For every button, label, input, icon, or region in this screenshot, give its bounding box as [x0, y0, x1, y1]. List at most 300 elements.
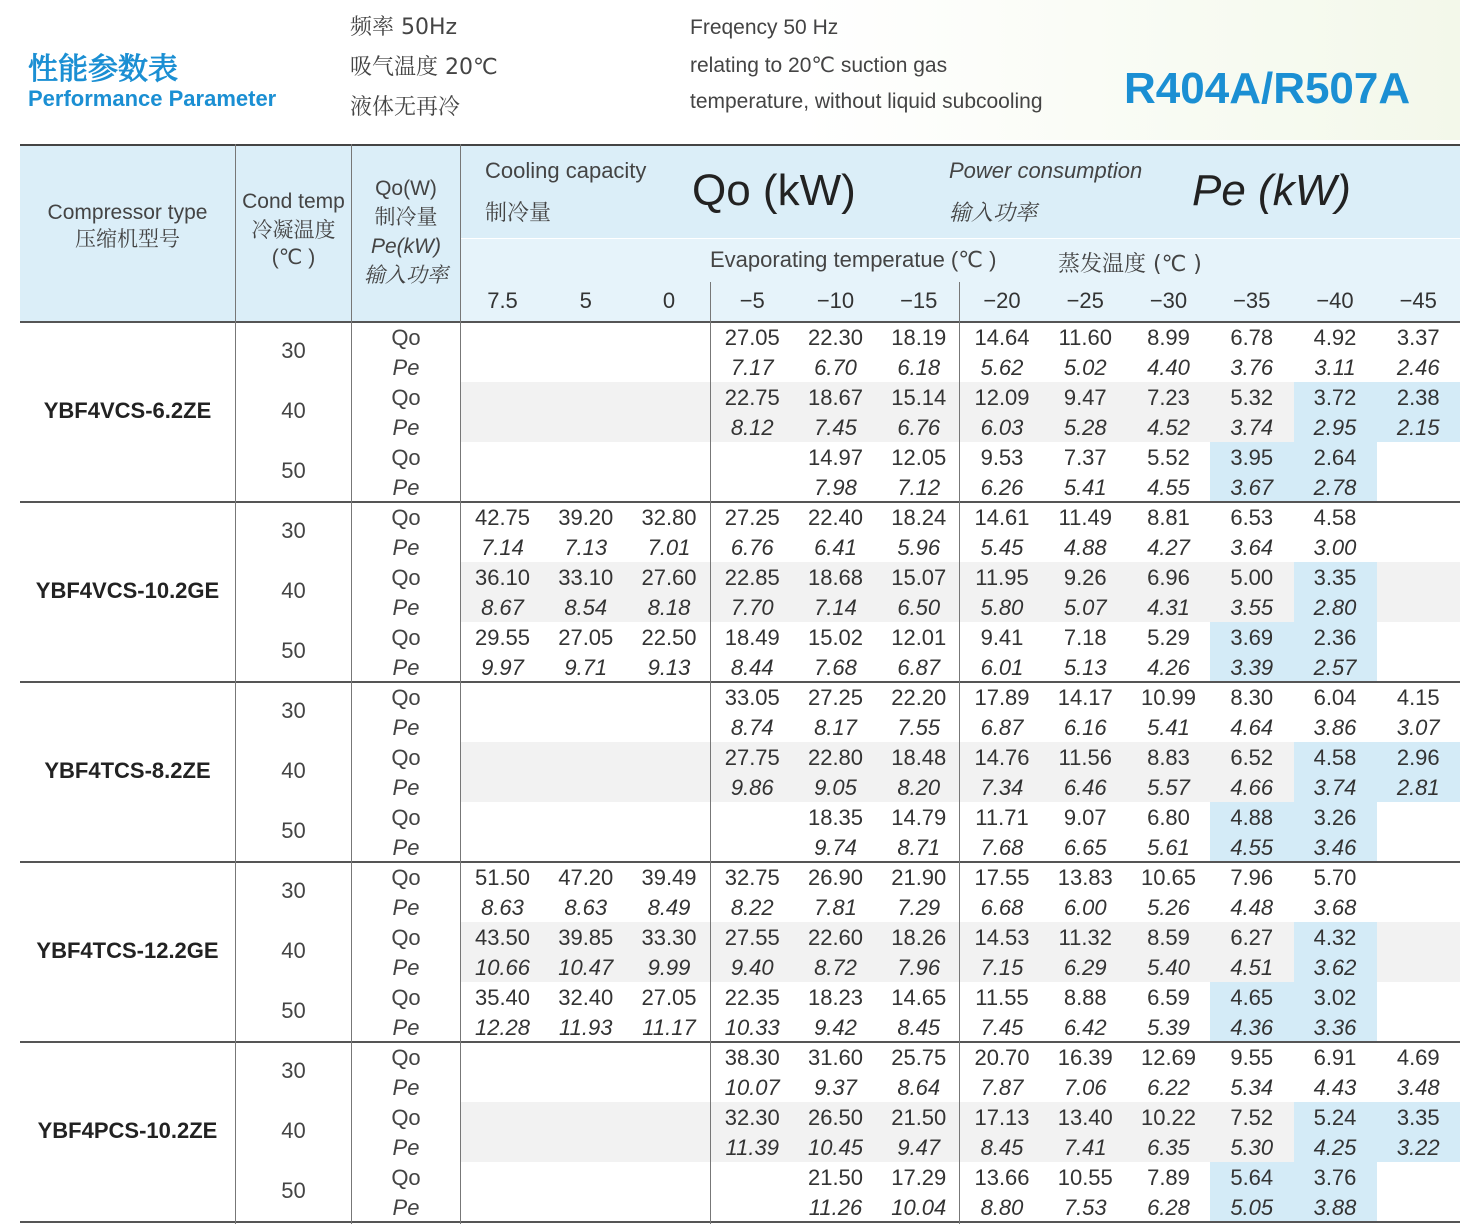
qo-value: 21.50: [891, 1105, 947, 1130]
pe-value: 9.13: [647, 655, 691, 680]
cond-temp-value: 50: [281, 638, 306, 663]
cond-temp-value: 50: [281, 818, 306, 843]
pe-value: 8.17: [814, 715, 857, 740]
qo-value: 3.35: [1396, 1105, 1440, 1130]
pe-value: 6.70: [814, 355, 857, 380]
pe-value: 9.05: [814, 775, 857, 800]
pe-value: 6.00: [1063, 895, 1107, 920]
qo-value: 36.10: [474, 565, 531, 590]
pe-value: 5.07: [1063, 595, 1107, 620]
pe-value: 5.96: [897, 535, 941, 560]
qo-value: 12.69: [1140, 1045, 1197, 1070]
pe-value: 3.07: [1396, 715, 1440, 740]
pe-value: 9.42: [814, 1015, 857, 1040]
pe-value: 10.45: [807, 1135, 864, 1160]
pe-label: Pe: [392, 595, 420, 620]
pe-value: 11.26: [808, 1195, 863, 1220]
pe-value: 3.64: [1230, 535, 1274, 560]
qo-value: 39.49: [641, 865, 697, 890]
condition-cn-subcooling: 液体无再冷: [350, 95, 461, 120]
pe-value: 7.29: [897, 895, 941, 920]
evap-temp-9: −35: [1233, 288, 1271, 313]
pe-value: 7.14: [814, 595, 857, 620]
pe-value: 10.47: [558, 955, 614, 980]
pe-value: 4.51: [1230, 955, 1274, 980]
qo-value: 6.80: [1147, 805, 1190, 830]
group-divider-2: [20, 681, 1460, 683]
cond-temp-value: 30: [281, 1058, 306, 1083]
qo-value: 6.91: [1313, 1045, 1357, 1070]
qo-label: Qo: [391, 745, 421, 770]
qo-value: 14.97: [807, 445, 864, 470]
compressor-model-name: YBF4TCS-12.2GE: [36, 938, 219, 963]
qo-value: 5.24: [1313, 1105, 1357, 1130]
condition-cn-suction: 吸气温度 20℃: [350, 55, 498, 80]
pe-value: 7.55: [897, 715, 941, 740]
pe-label: Pe: [392, 895, 420, 920]
pe-value: 6.42: [1063, 1015, 1107, 1040]
pe-value: 6.65: [1063, 835, 1107, 860]
cooling-capacity-cn: 制冷量: [485, 201, 552, 226]
pe-value: 4.25: [1313, 1135, 1357, 1160]
pe-value: 8.64: [897, 1075, 941, 1100]
qo-value: 8.88: [1063, 985, 1107, 1010]
refrigerant-label: R404A/R507A: [1124, 64, 1411, 113]
qo-label: Qo: [391, 865, 421, 890]
qo-value: 18.24: [891, 505, 947, 530]
pe-value: 6.46: [1063, 775, 1107, 800]
qo-value: 13.66: [974, 1165, 1030, 1190]
pe-value: 4.55: [1147, 475, 1190, 500]
pe-value: 6.26: [980, 475, 1024, 500]
evap-temp-2: 0: [662, 288, 676, 313]
pe-value: 7.68: [814, 655, 857, 680]
pe-value: 7.70: [730, 595, 774, 620]
qo-value: 25.75: [891, 1045, 947, 1070]
pe-value: 10.07: [724, 1075, 780, 1100]
cond-temp-value: 40: [281, 398, 306, 423]
qo-value: 17.13: [974, 1105, 1030, 1130]
qo-value: 51.50: [474, 865, 531, 890]
qo-value: 14.76: [974, 745, 1030, 770]
qo-label: Qo: [391, 445, 421, 470]
qo-value: 5.32: [1230, 385, 1274, 410]
qo-value: 6.04: [1313, 685, 1357, 710]
pe-value: 6.50: [897, 595, 941, 620]
cond-temp-value: 30: [281, 878, 306, 903]
pe-value: 5.61: [1147, 835, 1190, 860]
pe-value: 12.28: [474, 1015, 531, 1040]
qo-value: 4.58: [1313, 505, 1357, 530]
qo-value: 6.96: [1147, 565, 1190, 590]
cond-temp-cn: 冷凝温度: [251, 218, 336, 242]
pe-value: 8.54: [564, 595, 608, 620]
qo-value: 11.95: [975, 565, 1029, 590]
qo-value: 18.68: [807, 565, 864, 590]
pe-value: 3.46: [1313, 835, 1357, 860]
qo-value: 33.05: [724, 685, 780, 710]
qo-value: 3.69: [1230, 625, 1274, 650]
qo-value: 22.40: [807, 505, 864, 530]
pe-value: 8.45: [897, 1015, 941, 1040]
pe-label: Pe: [392, 1075, 420, 1100]
qo-value: 8.30: [1230, 685, 1274, 710]
qo-value: 5.52: [1147, 445, 1190, 470]
qo-value: 32.40: [558, 985, 614, 1010]
qo-value: 14.17: [1057, 685, 1113, 710]
qo-value: 4.88: [1230, 805, 1274, 830]
pe-value: 6.87: [980, 715, 1024, 740]
pe-value: 5.30: [1230, 1135, 1274, 1160]
qo-value: 6.52: [1230, 745, 1274, 770]
qo-value: 22.35: [724, 985, 780, 1010]
pe-value: 5.02: [1063, 355, 1107, 380]
pe-value: 7.87: [980, 1075, 1024, 1100]
pe-label: Pe: [392, 775, 420, 800]
qo-value: 17.55: [974, 865, 1030, 890]
pe-value: 3.62: [1313, 955, 1357, 980]
qo-value: 18.48: [891, 745, 947, 770]
qo-value: 10.22: [1140, 1105, 1197, 1130]
pe-value: 8.72: [814, 955, 857, 980]
qo-value: 2.96: [1396, 745, 1440, 770]
qo-value: 22.50: [641, 625, 697, 650]
qo-value: 4.92: [1313, 325, 1357, 350]
condition-en-suction: relating to 20℃ suction gas: [690, 54, 948, 77]
qo-label: Qo: [391, 625, 421, 650]
qo-value: 18.35: [807, 805, 864, 830]
qo-value: 27.55: [724, 925, 780, 950]
pe-value: 6.03: [980, 415, 1024, 440]
qo-unit-w: Qo(W): [375, 177, 437, 200]
qo-value: 5.29: [1147, 625, 1190, 650]
group-divider-4: [20, 1041, 1460, 1043]
pe-value: 7.13: [564, 535, 608, 560]
evap-temp-11: −45: [1399, 288, 1437, 313]
pe-value: 4.43: [1313, 1075, 1357, 1100]
pe-value: 8.22: [730, 895, 774, 920]
qo-value: 10.65: [1140, 865, 1197, 890]
compressor-type-heading: [20, 199, 235, 253]
pe-value: 4.55: [1230, 835, 1274, 860]
qo-value: 14.53: [974, 925, 1030, 950]
qo-value: 3.72: [1313, 385, 1357, 410]
qo-value: 35.40: [474, 985, 531, 1010]
qo-value: 7.96: [1230, 865, 1274, 890]
condition-en-frequency: Freqency 50 Hz: [690, 16, 839, 39]
qo-value: 27.75: [724, 745, 780, 770]
qo-value: 17.89: [974, 685, 1030, 710]
qo-value: 5.64: [1230, 1165, 1274, 1190]
qo-value: 15.02: [807, 625, 864, 650]
qo-value: 2.38: [1396, 385, 1440, 410]
pe-value: 4.64: [1230, 715, 1274, 740]
pe-value: 6.29: [1063, 955, 1107, 980]
qope-heading: [352, 174, 460, 290]
pe-value: 5.28: [1063, 415, 1107, 440]
pe-value: 6.76: [730, 535, 774, 560]
pe-value: 8.80: [980, 1195, 1024, 1220]
cond-temp-unit: (℃ ): [271, 246, 316, 269]
qo-value: 10.55: [1057, 1165, 1113, 1190]
pe-value: 9.37: [814, 1075, 857, 1100]
pe-value: 7.45: [814, 415, 857, 440]
cond-temp-en: Cond temp: [242, 190, 345, 213]
pe-value: 6.28: [1147, 1195, 1190, 1220]
qo-value: 9.47: [1063, 385, 1107, 410]
pe-value: 4.88: [1063, 535, 1107, 560]
pe-value: 4.27: [1147, 535, 1190, 560]
qo-value: 14.61: [974, 505, 1030, 530]
pe-value: 11.93: [559, 1015, 613, 1040]
qo-value: 43.50: [474, 925, 531, 950]
qo-value: 15.07: [891, 565, 947, 590]
qo-value: 2.64: [1313, 445, 1357, 470]
qo-value: 6.27: [1230, 925, 1274, 950]
pe-value: 2.81: [1396, 775, 1440, 800]
qo-value: 3.76: [1313, 1165, 1357, 1190]
qo-value: 7.89: [1147, 1165, 1190, 1190]
qo-value: 39.85: [558, 925, 614, 950]
evap-temp-7: −25: [1066, 288, 1104, 313]
cond-temp-value: 50: [281, 1178, 306, 1203]
pe-value: 5.26: [1147, 895, 1190, 920]
pe-value: 2.46: [1396, 355, 1440, 380]
qo-value: 27.25: [724, 505, 780, 530]
header-inner-divider: [461, 238, 1460, 239]
qo-value: 27.05: [558, 625, 614, 650]
pe-value: 6.18: [897, 355, 941, 380]
qo-label: Qo: [391, 805, 421, 830]
qo-value: 9.26: [1063, 565, 1107, 590]
pe-label: Pe: [392, 1015, 420, 1040]
qo-label: Qo: [391, 1165, 421, 1190]
qo-value: 22.60: [807, 925, 864, 950]
qo-value: 12.01: [891, 625, 947, 650]
qo-value: 16.39: [1057, 1045, 1113, 1070]
pe-label: Pe: [392, 1135, 420, 1160]
cooling-capacity-en: Cooling capacity: [485, 158, 647, 183]
evap-temp-10: −40: [1316, 288, 1354, 313]
pe-value: 8.12: [730, 415, 774, 440]
pe-value: 7.12: [897, 475, 941, 500]
evap-temp-6: −20: [983, 288, 1021, 313]
cond-temp-value: 30: [281, 698, 306, 723]
evap-temp-0: 7.5: [487, 288, 518, 313]
qo-value: 18.49: [724, 625, 780, 650]
pe-value: 8.18: [647, 595, 691, 620]
qo-value: 32.80: [641, 505, 697, 530]
pe-value: 3.11: [1314, 355, 1356, 380]
qo-value: 22.20: [891, 685, 947, 710]
pe-value: 9.71: [564, 655, 608, 680]
divider-model-cond: [235, 144, 236, 1224]
qo-label: Qo: [391, 1105, 421, 1130]
qo-value: 27.60: [641, 565, 697, 590]
pe-label: Pe: [392, 955, 420, 980]
evap-temp-cn: 蒸发温度 (℃ ): [1058, 252, 1202, 277]
qo-value: 27.05: [724, 325, 780, 350]
qo-value: 20.70: [974, 1045, 1030, 1070]
pe-value: 5.13: [1063, 655, 1107, 680]
pe-value: 8.45: [980, 1135, 1024, 1160]
qo-label: Qo: [391, 565, 421, 590]
qo-value: 3.95: [1230, 445, 1274, 470]
compressor-model-name: YBF4VCS-10.2GE: [35, 578, 220, 603]
qo-value: 32.75: [724, 865, 780, 890]
pe-value: 5.40: [1147, 955, 1190, 980]
pe-value: 2.95: [1313, 415, 1357, 440]
pe-value: 8.74: [730, 715, 774, 740]
pe-value: 6.68: [980, 895, 1024, 920]
pe-value: 3.74: [1313, 775, 1357, 800]
pe-value: 9.97: [481, 655, 524, 680]
pe-label: Pe: [392, 415, 420, 440]
evap-temp-8: −30: [1149, 288, 1188, 313]
power-consumption-en: Power consumption: [949, 158, 1143, 183]
qo-value: 22.80: [807, 745, 864, 770]
condition-en-subcooling: temperature, without liquid subcooling: [690, 90, 1043, 113]
qo-label: Qo: [391, 985, 421, 1010]
qo-value: 27.05: [641, 985, 697, 1010]
pe-value: 9.99: [647, 955, 691, 980]
qo-value: 11.71: [975, 805, 1029, 830]
header-bottom-border: [20, 321, 1460, 323]
qo-value: 33.10: [558, 565, 614, 590]
pe-label: Pe: [392, 355, 420, 380]
qo-value: 26.50: [807, 1105, 864, 1130]
pe-value: 6.22: [1147, 1075, 1190, 1100]
cond-temp-heading: [236, 188, 351, 272]
qo-value: 31.60: [807, 1045, 864, 1070]
table-top-border: [20, 144, 1460, 146]
pe-value: 5.05: [1230, 1195, 1274, 1220]
cond-temp-value: 40: [281, 938, 306, 963]
page-title-cn: 性能参数表: [28, 52, 178, 87]
pe-label: Pe: [392, 835, 420, 860]
qo-value: 3.35: [1313, 565, 1357, 590]
qo-value: 7.23: [1147, 385, 1190, 410]
qo-value: 8.99: [1147, 325, 1190, 350]
pe-value: 8.67: [481, 595, 524, 620]
qo-value: 38.30: [724, 1045, 780, 1070]
qo-value: 9.53: [980, 445, 1024, 470]
qo-label: Qo: [391, 1045, 421, 1070]
pe-cn: 输入功率: [364, 263, 448, 287]
qo-value: 12.05: [891, 445, 947, 470]
qo-value: 14.79: [891, 805, 947, 830]
pe-value: 5.45: [980, 535, 1024, 560]
qo-label: Qo: [391, 325, 421, 350]
pe-value: 4.26: [1147, 655, 1190, 680]
qo-value: 9.41: [980, 625, 1024, 650]
pe-value: 5.57: [1147, 775, 1190, 800]
pe-label: Pe: [392, 715, 420, 740]
qo-value: 11.49: [1058, 505, 1112, 530]
qo-value: 14.64: [974, 325, 1030, 350]
pe-value: 5.62: [980, 355, 1024, 380]
qo-value: 4.65: [1230, 985, 1274, 1010]
evap-temp-3: −5: [739, 288, 765, 313]
pe-value: 11.39: [725, 1135, 779, 1160]
pe-label: Pe: [392, 655, 420, 680]
condition-cn-frequency: 频率 50Hz: [350, 15, 458, 40]
pe-value: 7.14: [481, 535, 524, 560]
qo-value: 9.55: [1230, 1045, 1274, 1070]
qo-value: 13.83: [1057, 865, 1113, 890]
pe-value: 5.39: [1147, 1015, 1190, 1040]
qo-value: 4.15: [1396, 685, 1440, 710]
qo-value: 22.30: [807, 325, 864, 350]
performance-table: [20, 144, 1460, 1224]
compressor-model-name: YBF4TCS-8.2ZE: [44, 758, 211, 783]
group-divider-3: [20, 861, 1460, 863]
pe-value: 3.68: [1313, 895, 1357, 920]
qo-value: 17.29: [891, 1165, 947, 1190]
pe-value: 9.47: [897, 1135, 941, 1160]
pe-value: 6.87: [897, 655, 941, 680]
pe-value: 8.63: [481, 895, 524, 920]
qo-value: 4.69: [1396, 1045, 1440, 1070]
qo-value: 10.99: [1140, 685, 1197, 710]
cond-temp-value: 50: [281, 458, 306, 483]
qo-value: 11.56: [1058, 745, 1112, 770]
pe-value: 4.66: [1230, 775, 1274, 800]
divider-evap-15-20: [959, 282, 960, 1224]
pe-value: 10.66: [474, 955, 531, 980]
pe-value: 8.44: [730, 655, 774, 680]
pe-value: 6.76: [897, 415, 941, 440]
pe-value: 5.41: [1147, 715, 1190, 740]
qo-value: 3.37: [1396, 325, 1440, 350]
pe-label: Pe: [392, 475, 420, 500]
qo-value: 21.90: [891, 865, 947, 890]
qo-value: 8.81: [1147, 505, 1190, 530]
pe-value: 7.15: [980, 955, 1024, 980]
qo-value: 11.60: [1058, 325, 1112, 350]
qo-value: 12.09: [974, 385, 1030, 410]
pe-value: 7.81: [814, 895, 857, 920]
pe-value: 7.96: [897, 955, 941, 980]
pe-unit-kw: Pe(kW): [371, 235, 441, 258]
pe-value: 8.63: [564, 895, 608, 920]
qo-unit-label: Qo (kW): [692, 166, 856, 215]
power-consumption-cn: 输入功率: [949, 201, 1038, 226]
cond-temp-value: 50: [281, 998, 306, 1023]
qo-value: 32.30: [724, 1105, 780, 1130]
qo-value: 6.78: [1230, 325, 1274, 350]
cond-temp-value: 30: [281, 338, 306, 363]
evap-temp-5: −15: [900, 288, 938, 313]
pe-value: 8.20: [897, 775, 941, 800]
pe-value: 8.49: [647, 895, 691, 920]
qo-value: 6.59: [1147, 985, 1190, 1010]
pe-value: 7.98: [814, 475, 857, 500]
qo-value: 27.25: [807, 685, 864, 710]
evap-temp-en: Evaporating temperatue (℃ ): [710, 247, 997, 272]
pe-value: 4.40: [1147, 355, 1190, 380]
pe-value: 2.78: [1313, 475, 1357, 500]
pe-value: 9.74: [814, 835, 857, 860]
pe-label: Pe: [392, 1195, 420, 1220]
divider-evap-0-5: [710, 282, 711, 1224]
cond-temp-value: 40: [281, 578, 306, 603]
table-bottom-border: [20, 1221, 1460, 1223]
cond-temp-value: 30: [281, 518, 306, 543]
pe-value: 4.31: [1147, 595, 1190, 620]
qo-value: 3.02: [1313, 985, 1357, 1010]
qo-value: 5.70: [1313, 865, 1357, 890]
